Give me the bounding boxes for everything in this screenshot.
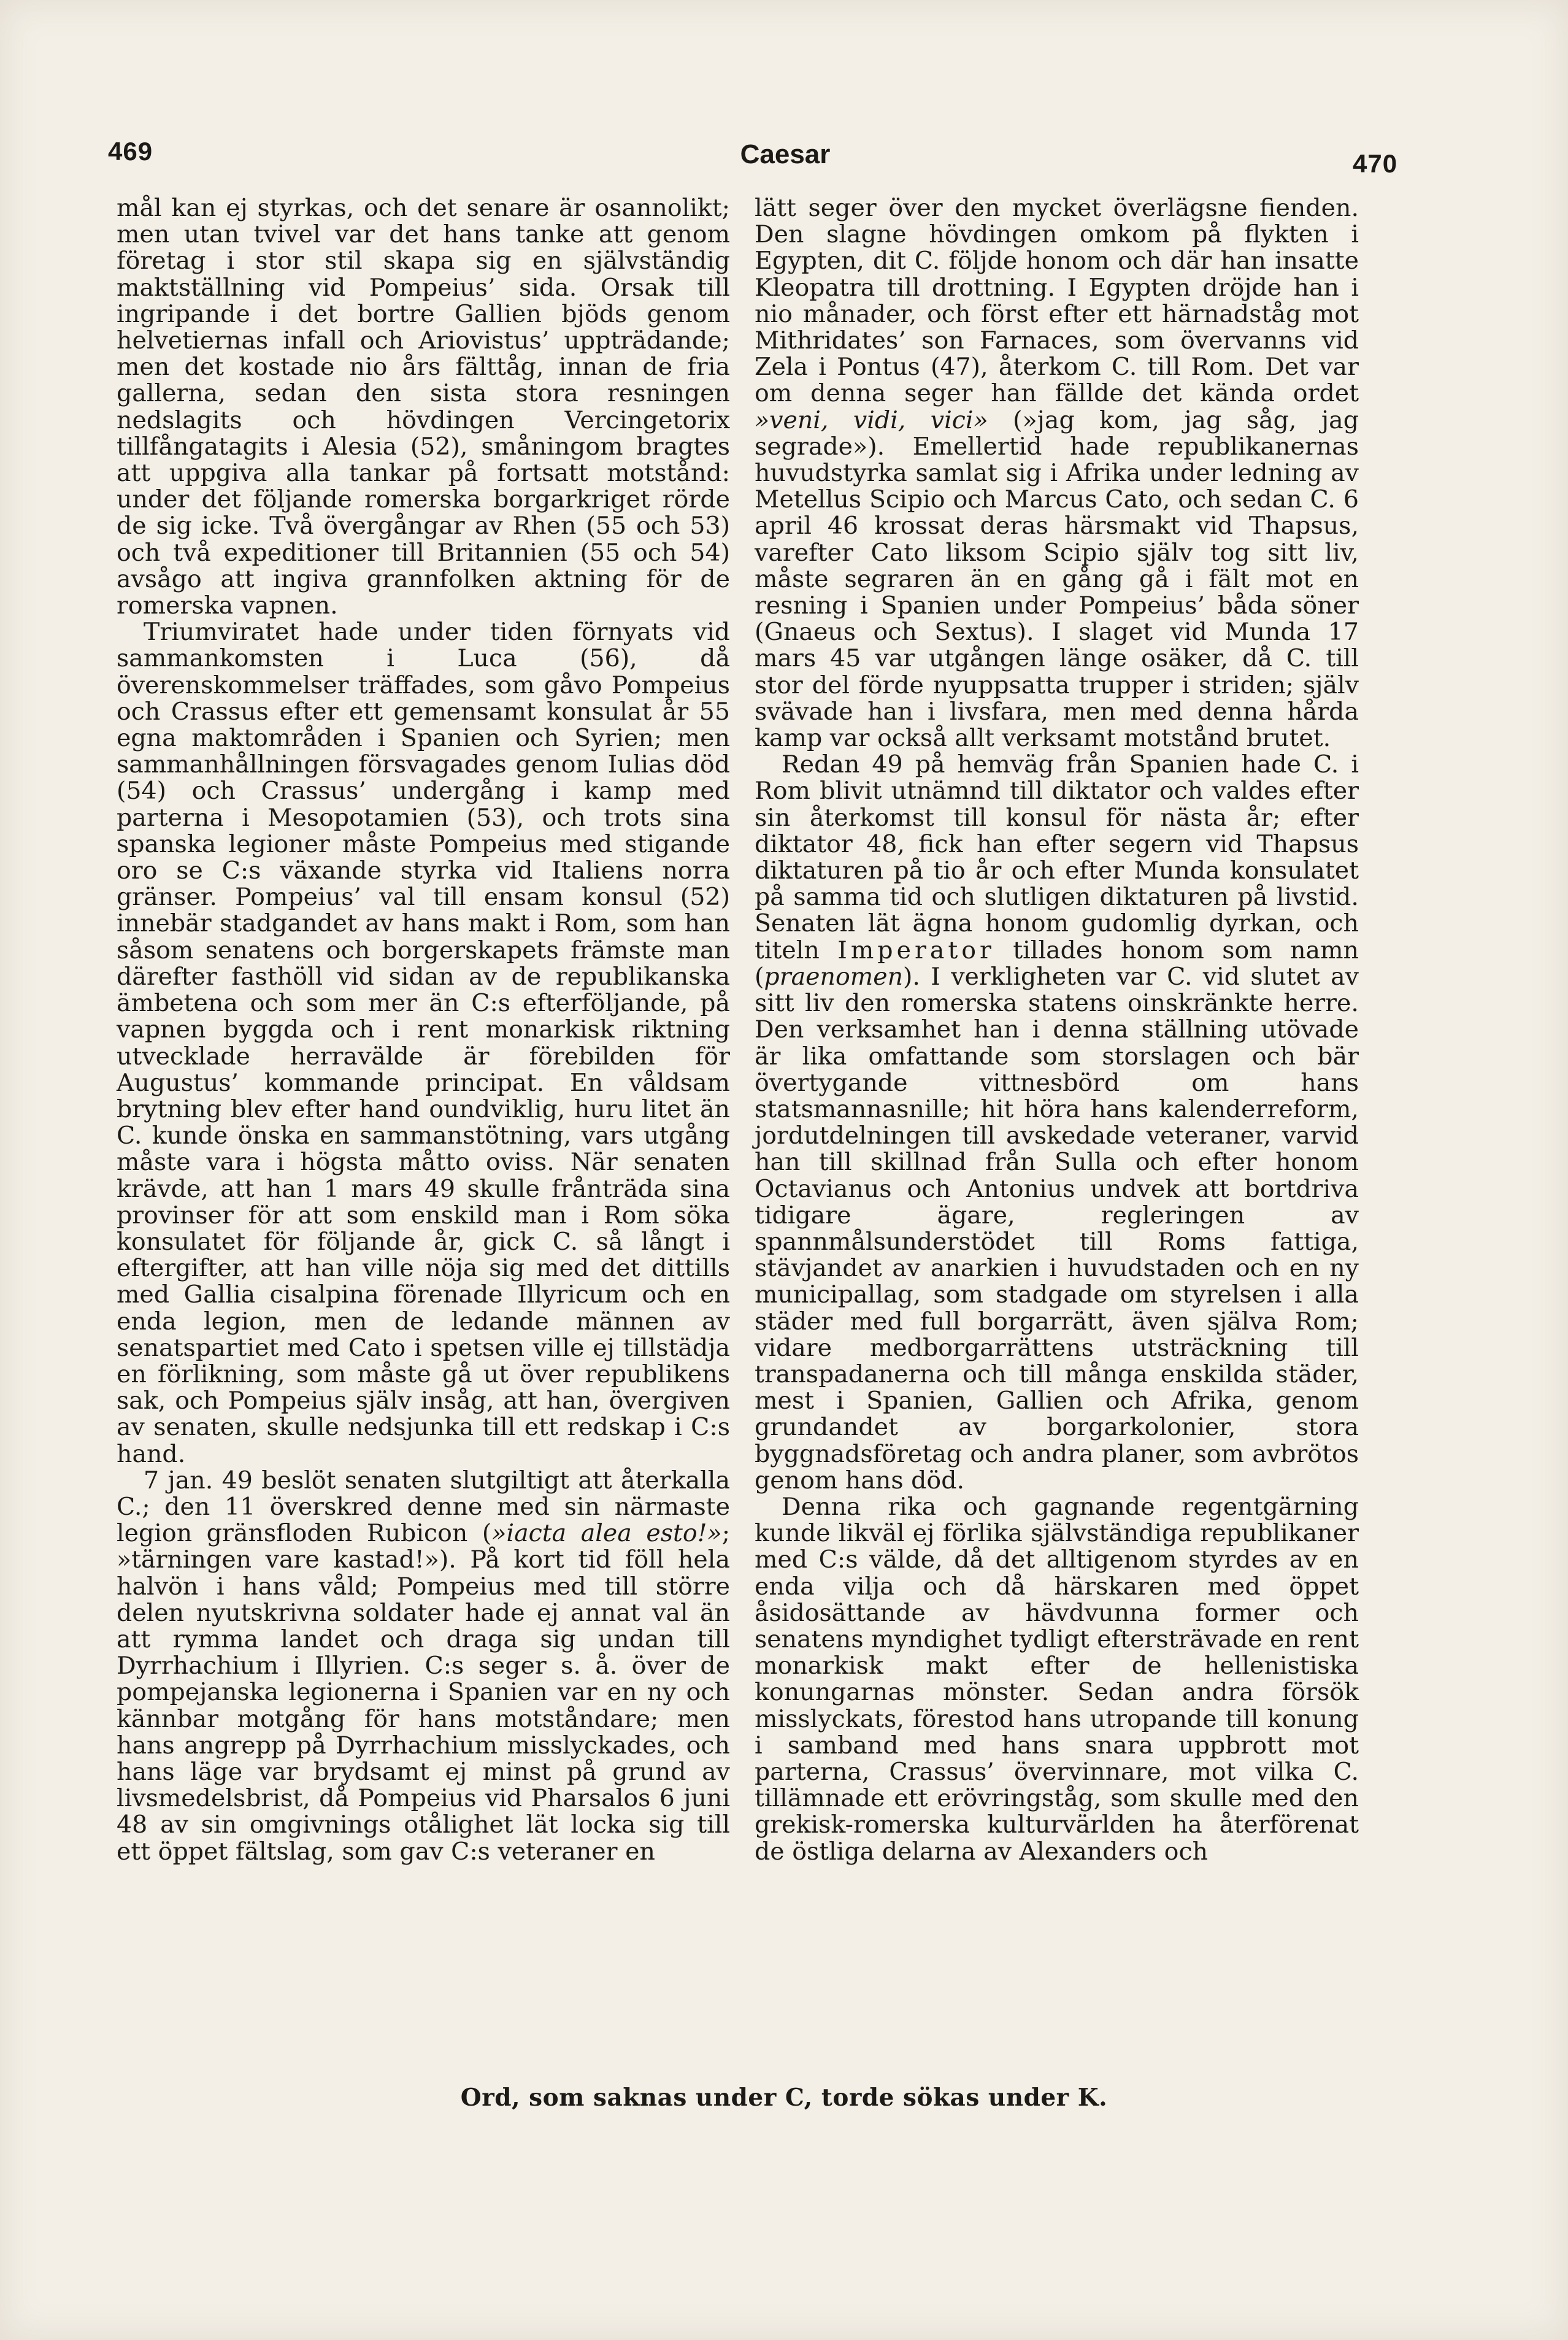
text-run: ; »tärningen vare kastad!»). På kort tid föll hela halvön i hans våld; Pompeius med till större delen nyutskrivna soldater hade ej annat val än att rymma landet och draga sig undan till Dyrrhachium i Illyrien. C:s seger s. å. över de pompejanska legionerna i Spanien var en ny och kännbar motgång för hans motståndare; men hans angrepp på Dyrrhachium misslyckades, och hans läge var brydsamt ej minst på grund av livsmedelsbrist, då Pompeius vid Pharsalos 6 juni 48 av sin omgivnings otålighet lät locka sig till ett öppet fältslag, som gav C:s veteraner en bbox=[117, 1519, 730, 1866]
left-column bbox=[117, 195, 730, 1865]
running-head: Caesar bbox=[740, 139, 831, 169]
latin-quote: »iacta alea esto!» bbox=[491, 1519, 722, 1548]
paragraph: Triumviratet hade under tiden förnyats vid sammankomsten i Luca (56), då överenskommelser träffades, som gåvo Pompeius och Crassus efter ett gemensamt konsulat år 55 egna maktområden i Spanien och Syrien; men sammanhållningen försvagades genom Iulias död (54) och Crassus’ undergång i kamp med parterna i Mesopotamien (53), och trots sina spanska legioner måste Pompeius med stigande oro se C:s växande styrka vid Italiens norra gränser. Pompeius’ val till ensam konsul (52) innebär stadgandet av hans makt i Rom, som han såsom senatens och borgerskapets främste man därefter fasthöll vid sidan av de republikanska ämbetena och som mer än C:s efterföljande, på vapnen byggda och i rent monarkisk riktning utvecklade herravälde är förebilden för Augustus’ kommande principat. En våldsam brytning blev efter hand oundviklig, huru litet än C. kunde önska en sammanstötning, vars utgång måste vara i högsta måtto oviss. När senaten krävde, att han 1 mars 49 skulle frånträda sina provinser för att som enskild man i Rom söka konsulatet för följande år, gick C. så långt i eftergifter, att han ville nöja sig med det dittills med Gallia cisalpina förenade Illyricum och en enda legion, men de ledande männen av senatspartiet med Cato i spetsen ville ej tillstädja en förlikning, som måste gå ut över republikens sak, och Pompeius själv insåg, att han, övergiven av senaten, skulle nedsjunka till ett redskap i C:s hand. bbox=[117, 618, 730, 1468]
paragraph bbox=[755, 752, 1359, 1494]
text-run: 7 jan. 49 beslöt senaten slutgiltigt att återkalla C.; den 11 överskred denne med sin närmaste legion gränsfloden Rubicon ( bbox=[117, 1466, 730, 1548]
paragraph bbox=[117, 1468, 730, 1865]
latin-term: praenomen bbox=[764, 962, 904, 991]
paragraph: Denna rika och gagnande regentgärning kunde likväl ej förlika självständiga republikaner med C:s välde, då det alltigenom styrdes av en enda vilja och då härskaren med öppet åsidosättande av hävdvunna former och senatens myndighet tydligt eftersträvade en rent monarkisk makt efter de hellenistiska konungarnas mönster. Sedan andra försök misslyckats, förestod hans utropande till konung i samband med hans snara uppbrott mot parterna, Crassus’ övervinnare, mot vilka C. tillämnade ett erövringståg, som skulle med den grekisk-romerska kulturvärlden ha återförenat de östliga delarna av Alexanders och bbox=[755, 1492, 1359, 1866]
text-run: lätt seger över den mycket överlägsne fienden. Den slagne hövdingen omkom på flykten i Egypten, dit C. följde honom och där han insatte Kleopatra till drottning. I Egypten dröjde han i nio månader, och först efter ett härnadståg mot Mithridates’ son Farnaces, som övervanns vid Zela i Pontus (47), återkom C. till Rom. Det var om denna seger han fällde det kända ordet bbox=[755, 194, 1359, 408]
paragraph: mål kan ej styrkas, och det senare är osannolikt; men utan tvivel var det hans tanke att genom företag i stor stil skapa sig en självständig maktställning vid Pompeius’ sida. Orsak till ingripande i det bortre Gallien bjöds genom helvetiernas infall och Ariovistus’ uppträdande; men det kostade nio års fälttåg, innan de fria gallerna, sedan den sista stora resningen nedslagits och hövdingen Vercingetorix tillfångatagits i Alesia (52), småningom bragtes att uppgiva alla tankar på fortsatt motstånd: under det följande romerska borgarkriget rörde de sig icke. Två övergångar av Rhen (55 och 53) och två expeditioner till Britannien (55 och 54) avsågo att ingiva grannfolken aktning för de romerska vapnen. bbox=[117, 194, 730, 620]
footer-note: Ord, som saknas under C, torde sökas under K. bbox=[460, 2084, 1108, 2112]
text-run: ). I verkligheten var C. vid slutet av sitt liv den romerska statens oinskränkte herre. Den verksamhet han i denna ställning utövade är lika omfattande som storslagen och bär övertygande vittnesbörd om hans statsmannasnille; hit höra hans kalenderreform, jordutdelningen till avskedade veteraner, varvid han till skillnad från Sulla och efter honom Octavianus och Antonius undvek att bortdriva tidigare ägare, regleringen av spannmålsunderstödet till Roms fattiga, stävjandet av anarkien i huvudstaden och en ny municipallag, som stadgade om styrelsen i alla städer med full borgarrätt, även själva Rom; vidare medborgarrättens utsträckning till transpadanerna och till många enskilda städer, mest i Spanien, Gallien och Afrika, genom grundandet av borgarkolonier, stora byggnadsföretag och andra planer, som avbrötos genom hans död. bbox=[755, 962, 1359, 1495]
page-header bbox=[0, 132, 1568, 193]
latin-quote: »veni, vidi, vici» bbox=[755, 406, 988, 434]
text-run: Redan 49 på hemväg från Spanien hade C. i Rom blivit utnämnd till diktator och valdes efter sin återkomst till konsul för nästa år; efter diktator 48, fick han efter segern vid Thapsus diktaturen på tio år och efter Munda konsulatet på samma tid och slutligen diktaturen på livstid. Senaten lät ägna honom gudomlig dyrkan, och titeln bbox=[755, 750, 1359, 964]
text-run: (»jag kom, jag såg, jag segrade»). Emellertid hade republikanernas huvudstyrka samlat sig i Afrika under ledning av Metellus Scipio och Marcus Cato, och sedan C. 6 april 46 krossat deras härsmakt vid Thapsus, varefter Cato liksom Scipio själv tog sitt liv, måste segraren än en gång gå i fält mot en resning i Spanien under Pompeius’ båda söner (Gnaeus och Sextus). I slaget vid Munda 17 mars 45 var utgången länge osäker, då C. till stor del förde nyuppsatta trupper i striden; själv svävade han i livsfara, men med denna hårda kamp var också allt verksamt motstånd brutet. bbox=[755, 406, 1359, 753]
imperator-title: Imperator bbox=[837, 936, 995, 964]
right-page-number: 470 bbox=[1353, 149, 1398, 178]
right-column bbox=[755, 195, 1359, 1865]
paragraph bbox=[755, 195, 1359, 752]
left-page-number: 469 bbox=[108, 137, 153, 166]
text-run: tillades honom som namn ( bbox=[755, 936, 1359, 991]
